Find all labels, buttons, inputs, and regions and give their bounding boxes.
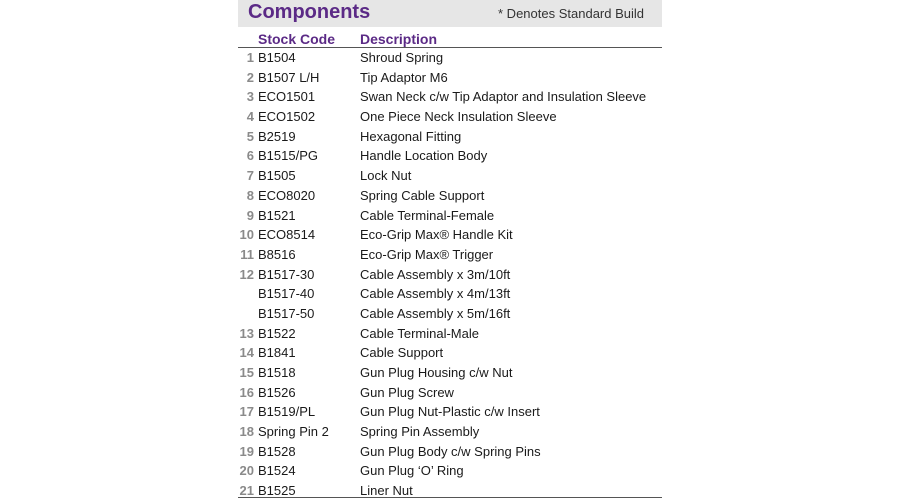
stock-code-cell: ECO8514 [258, 227, 316, 243]
table-row [238, 265, 662, 285]
description-cell: Cable Support [360, 345, 444, 361]
table-row [238, 284, 662, 304]
description-cell: Tip Adaptor M6 [360, 69, 448, 85]
components-panel [238, 0, 662, 500]
table-row [238, 343, 662, 363]
description-cell: Shroud Spring [360, 50, 444, 65]
description-cell: Spring Cable Support [360, 187, 485, 203]
description-cell: Swan Neck c/w Tip Adaptor and Insulation Sleeve [360, 89, 647, 105]
table-row [238, 68, 662, 88]
stock-code-cell: ECO1501 [258, 89, 316, 105]
stock-code-cell: ECO1502 [258, 109, 316, 125]
description-cell: Gun Plug ‘O’ Ring [360, 463, 464, 479]
table-row [238, 166, 662, 186]
description-cell: Gun Plug Housing c/w Nut [360, 365, 513, 380]
description-cell: Liner Nut [360, 483, 413, 499]
bottom-divider [238, 497, 662, 498]
description-cell: Lock Nut [360, 168, 412, 184]
description-cell: Cable Terminal-Male [360, 325, 479, 341]
stock-code-cell: B1517-40 [258, 286, 315, 302]
table-row [238, 225, 662, 245]
stock-code-cell: B2519 [258, 128, 296, 144]
item-number: 15 [239, 365, 254, 380]
item-number: 11 [240, 246, 254, 262]
stock-code-cell: B8516 [258, 246, 296, 262]
components-header [238, 0, 662, 27]
description-cell: Cable Assembly x 3m/10ft [360, 266, 511, 282]
item-number: 13 [239, 325, 254, 341]
description-column-header: Description [360, 31, 438, 47]
description-cell: One Piece Neck Insulation Sleeve [360, 109, 557, 125]
item-number: 20 [239, 463, 254, 479]
stock-code-cell: B1522 [258, 325, 296, 341]
description-cell: Cable Assembly x 5m/16ft [360, 305, 511, 321]
stock-code-cell: B1521 [258, 207, 296, 223]
table-row [238, 422, 662, 442]
stock-code-cell: B1505 [258, 168, 296, 184]
table-row [238, 402, 662, 422]
item-number: 16 [239, 384, 254, 400]
table-row [238, 48, 662, 68]
stock-code-cell: B1517-50 [258, 305, 315, 321]
item-number: 9 [246, 207, 254, 223]
item-number: 10 [239, 227, 254, 243]
item-number: 5 [246, 128, 254, 144]
stock-code-cell: B1515/PG [258, 148, 318, 164]
description-cell: Handle Location Body [360, 148, 488, 164]
table-row [238, 324, 662, 344]
stock-code-cell: B1525 [258, 483, 296, 499]
stock-code-cell: B1841 [258, 345, 296, 361]
description-cell: Gun Plug Screw [360, 384, 454, 400]
item-number: 21 [239, 483, 254, 499]
description-cell: Spring Pin Assembly [360, 424, 480, 440]
components-table [238, 48, 662, 501]
item-number: 8 [246, 187, 254, 203]
table-row [238, 383, 662, 403]
description-cell: Cable Terminal-Female [360, 207, 495, 223]
table-row [238, 186, 662, 206]
section-title: Components [248, 1, 371, 23]
stock-code-cell: B1518 [258, 365, 296, 380]
stock-code-cell: B1519/PL [258, 404, 316, 420]
table-row [238, 304, 662, 324]
table-row [238, 461, 662, 481]
standard-build-note: * Denotes Standard Build [498, 6, 644, 21]
item-number: 6 [246, 148, 254, 164]
stock-code-cell: B1526 [258, 384, 296, 400]
description-cell: Eco-Grip Max® Handle Kit [360, 227, 513, 243]
item-number: 14 [239, 345, 254, 361]
stock-code-cell: B1504 [258, 50, 296, 65]
stock-code-cell: Spring Pin 2 [258, 424, 329, 440]
table-row [238, 363, 662, 383]
item-number: 18 [239, 424, 254, 440]
item-number: 12 [239, 266, 254, 282]
item-number: 1 [246, 50, 254, 65]
item-number: 7 [246, 168, 254, 184]
description-cell: Cable Assembly x 4m/13ft [360, 286, 511, 302]
table-row [238, 107, 662, 127]
item-number: 4 [246, 109, 254, 125]
item-number: 3 [246, 89, 254, 105]
item-number: 17 [239, 404, 254, 420]
stock-code-cell: B1524 [258, 463, 296, 479]
table-row [238, 206, 662, 226]
table-row [238, 127, 662, 147]
stock-code-cell: B1517-30 [258, 266, 315, 282]
table-row [238, 442, 662, 462]
stock-code-cell: B1528 [258, 443, 296, 459]
item-number: 19 [239, 443, 254, 459]
stock-code-column-header: Stock Code [258, 31, 336, 47]
description-cell: Gun Plug Body c/w Spring Pins [360, 443, 541, 459]
stock-code-cell: ECO8020 [258, 187, 316, 203]
description-cell: Eco-Grip Max® Trigger [360, 246, 494, 262]
description-cell: Hexagonal Fitting [360, 128, 462, 144]
stock-code-cell: B1507 L/H [258, 69, 320, 85]
table-row [238, 87, 662, 107]
item-number: 2 [246, 69, 254, 85]
table-row [238, 245, 662, 265]
table-row [238, 146, 662, 166]
description-cell: Gun Plug Nut-Plastic c/w Insert [360, 404, 540, 420]
